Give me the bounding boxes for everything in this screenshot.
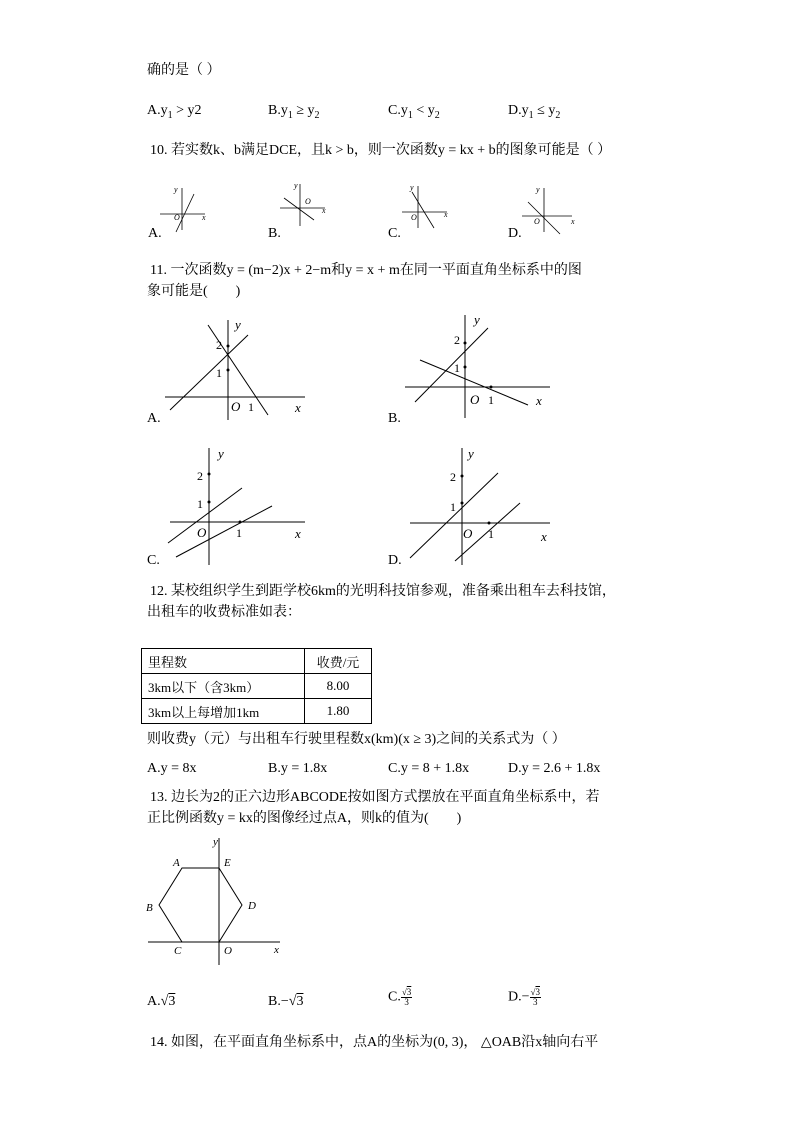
q10-option-b: B. <box>268 226 281 241</box>
q13-stem-line2: 正比例函数y = kx的图像经过点A，则k的值为( ) <box>147 811 462 826</box>
q11-b-axis-x: x <box>536 393 542 408</box>
q13-option-c: C. $\frac{√3}{3}$ <box>388 987 412 1007</box>
q10-d-origin: O <box>534 217 540 226</box>
q10-option-c: C. <box>388 226 401 241</box>
q12-option-b: B.y = 1.8x <box>268 761 328 776</box>
q10-option-a: A. <box>148 226 162 241</box>
table-row <box>142 699 372 724</box>
q10-c-axis-x: x <box>444 210 448 219</box>
q11-graph-c <box>160 443 310 565</box>
q11-a-tick-1x: 1 <box>248 400 254 414</box>
q11-graph-d <box>400 443 560 565</box>
point-c-label: C <box>174 945 182 957</box>
q11-d-origin: O <box>463 526 473 541</box>
q11-graph-b <box>400 310 560 420</box>
fare-table-cell: 3km以下（含3km） <box>142 674 305 699</box>
q12-option-c: C.y = 8 + 1.8x <box>388 761 470 776</box>
q11-d-axis-x: x <box>541 529 547 544</box>
q9-stem-tail: 确的是（ ） <box>147 63 221 78</box>
q9-option-c: $C.y_1 < y_2$ <box>388 103 440 121</box>
q11-graph-a <box>160 315 310 420</box>
fare-table <box>141 648 372 724</box>
fare-table-cell: 8.00 <box>305 674 372 699</box>
q13-option-a: A.√3 <box>147 994 176 1009</box>
table-row <box>142 674 372 699</box>
q11-option-c: C. <box>147 553 160 568</box>
q11-b-axis-y: y <box>474 312 480 327</box>
q13-axis-y: y <box>213 836 218 848</box>
q13-axis-x: x <box>274 944 279 956</box>
q11-d-tick-2: 2 <box>450 470 456 484</box>
q11-c-tick-1x: 1 <box>236 526 242 540</box>
sqrt-icon: √ <box>530 987 536 997</box>
q12-stem-line2: 出租车的收费标准如表： <box>147 605 301 620</box>
q10-graph-b <box>270 176 340 231</box>
point-a-label: A <box>173 857 180 869</box>
q11-c-tick-2: 2 <box>197 469 203 483</box>
sqrt-icon: √ <box>160 994 169 1009</box>
q13-option-b: B.−√3 <box>268 994 304 1009</box>
sqrt-icon: √ <box>288 994 297 1009</box>
q11-b-origin: O <box>470 392 480 407</box>
q10-b-axis-x: x <box>322 206 326 215</box>
q10-b-axis-y: y <box>294 181 298 190</box>
q11-c-axis-x: x <box>295 526 301 541</box>
q11-option-a: A. <box>147 411 161 426</box>
point-e-label: E <box>224 857 231 869</box>
fraction: $\frac{√3}{3}$ <box>530 987 540 1007</box>
q10-c-origin: O <box>411 213 417 222</box>
point-o-label: O <box>224 945 232 957</box>
q10-a-axis-y: y <box>174 185 178 194</box>
q14-stem: 14. 如图，在平面直角坐标系中，点A的坐标为(0, 3)， △OAB沿x轴向右平 <box>150 1035 599 1050</box>
q10-a-origin: O <box>174 213 180 222</box>
q11-b-tick-1y: 1 <box>454 361 460 375</box>
q10-c-axis-y: y <box>410 183 414 192</box>
q10-d-axis-y: y <box>536 185 540 194</box>
q10-option-d: D. <box>508 226 522 241</box>
point-b-label: B <box>146 902 153 914</box>
q11-stem-line2: 象可能是( ) <box>147 284 241 299</box>
q10-b-origin: O <box>305 197 311 206</box>
q12-stem-line1: 12. 某校组织学生到距学校6km的光明科技馆参观，准备乘出租车去科技馆， <box>150 584 616 599</box>
q11-a-origin: O <box>231 399 241 414</box>
q11-c-tick-1y: 1 <box>197 497 203 511</box>
point-d-label: D <box>248 900 256 912</box>
q10-d-axis-x: x <box>571 217 575 226</box>
q12-option-a: A.y = 8x <box>147 761 197 776</box>
fraction: $\frac{√3}{3}$ <box>401 987 412 1007</box>
q13-stem-line1: 13. 边长为2的正六边形ABCODE按如图方式摆放在平面直角坐标系中，若 <box>150 790 600 805</box>
fare-table-cell: 1.80 <box>305 699 372 724</box>
q11-a-axis-y: y <box>235 317 241 332</box>
fare-table-cell: 3km以上每增加1km <box>142 699 305 724</box>
q12-option-d: D.y = 2.6 + 1.8x <box>508 761 601 776</box>
q11-stem-line1: 11. 一次函数y = (m−2)x + 2−m和y = x + m在同一平面直角坐标系中的图 <box>150 263 582 278</box>
q9-option-b: $B.y_1 \ge y_2$ <box>268 103 320 121</box>
q11-c-axis-y: y <box>218 446 224 461</box>
q11-option-b: B. <box>388 411 401 426</box>
q13-option-d: D.− $\frac{√3}{3}$ <box>508 987 540 1007</box>
q11-b-tick-1x: 1 <box>488 393 494 407</box>
q11-a-axis-x: x <box>295 400 301 415</box>
q10-graph-d <box>514 180 584 235</box>
q11-d-tick-1y: 1 <box>450 500 456 514</box>
q11-option-d: D. <box>388 553 402 568</box>
fare-table-header <box>142 649 372 674</box>
q10-graph-c <box>392 178 462 233</box>
q9-option-a: $A.y_1 > y2$ <box>147 103 202 121</box>
q11-d-axis-y: y <box>468 446 474 461</box>
sqrt-icon: √ <box>401 987 407 997</box>
fare-table-header-distance: 里程数 <box>142 649 305 674</box>
q9-option-d: $D.y_1 \le y_2$ <box>508 103 561 121</box>
fare-table-header-fee: 收费/元 <box>305 649 372 674</box>
q11-a-tick-2: 2 <box>216 338 222 352</box>
q11-c-origin: O <box>197 525 207 540</box>
q10-a-axis-x: x <box>202 213 206 222</box>
q11-b-tick-2: 2 <box>454 333 460 347</box>
q10-stem: 10. 若实数k、b满足DCE，且k > b，则一次函数y = kx + b的图象可能是（ ） <box>150 143 612 158</box>
q12-question: 则收费y（元）与出租车行驶里程数x(km)(x ≥ 3)之间的关系式为（ ） <box>147 732 566 747</box>
q11-d-tick-1x: 1 <box>488 527 494 541</box>
hexagon-figure <box>140 835 290 965</box>
q11-a-tick-1y: 1 <box>216 366 222 380</box>
